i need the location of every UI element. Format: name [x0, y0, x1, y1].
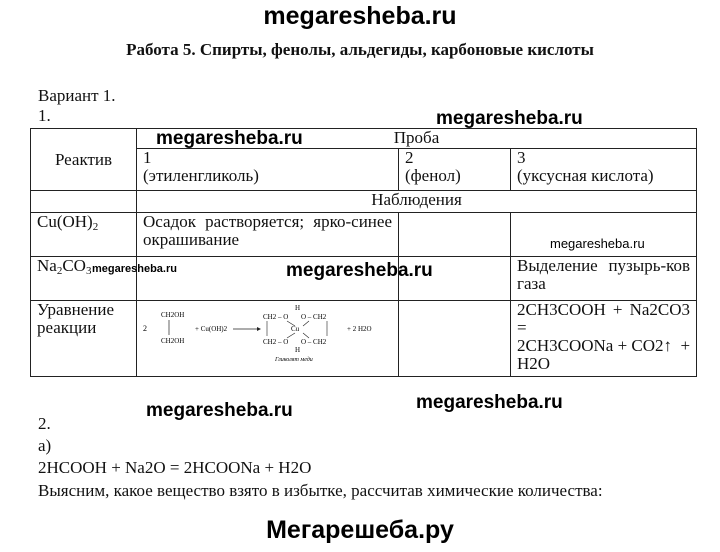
column-1-header — [137, 149, 399, 191]
reagent-cuoh2: $Cu(OH)_2$ — [31, 213, 137, 257]
column-1-number: 1 — [143, 148, 152, 167]
column-2-number: 2 — [405, 148, 414, 167]
variant-label: Вариант 1. — [38, 86, 116, 105]
reagent-na2co3: $Na_2CO_3$ — [31, 257, 137, 301]
equation-label: Уравнение реакции — [31, 301, 137, 377]
ethylene-glycol-equation — [137, 301, 399, 377]
cuoh2-observation-2 — [399, 213, 511, 257]
scheme-h-top: H — [295, 304, 301, 312]
page-title: Работа 5. Спирты, фенолы, альдегиды, карбоновые кислоты — [126, 40, 594, 59]
watermark-3: megaresheba.ru — [550, 236, 645, 251]
task2-number: 2. — [38, 414, 51, 433]
watermark-6: megaresheba.ru — [146, 400, 293, 421]
observations-table — [30, 128, 697, 377]
scheme-product-top-right: O – CH2 — [301, 313, 327, 321]
scheme-h-bottom: H — [295, 346, 301, 354]
watermark-5: megaresheba.ru — [286, 260, 433, 281]
watermark-1: megaresheba.ru — [156, 128, 303, 149]
watermark-2: megaresheba.ru — [436, 108, 583, 129]
scheme-caption: Гликолят меди — [275, 357, 313, 363]
acetic-acid-equation: 2CH3COOH + Na2CO3 = 2CH3COONa + CO2↑ + H2O — [511, 301, 697, 377]
column-1-name: (этиленгликоль) — [143, 166, 259, 185]
column-2-name: (фенол) — [405, 166, 461, 185]
scheme-product-bottom-right: O – CH2 — [301, 338, 327, 346]
scheme-product-top-left: CH2 – O — [263, 313, 289, 321]
watermark-7: megaresheba.ru — [416, 392, 563, 413]
column-2-header — [399, 149, 511, 191]
scheme-plus-water: + 2 H2O — [347, 325, 372, 333]
task2-equation: 2HCOOH + Na2O = 2HCOONa + H2O — [38, 458, 312, 477]
cuoh2-observation-1: Осадок растворяется; ярко-синее окрашивание — [137, 213, 399, 257]
scheme-coef: 2 — [143, 324, 147, 333]
site-footer: Мегарешеба.ру — [266, 516, 454, 544]
observations-header: Наблюдения — [137, 191, 697, 213]
scheme-product-bottom-left: CH2 – O — [263, 338, 289, 346]
sample-header: Проба — [137, 129, 697, 149]
na2co3-observation-3: Выделение пузырь-ков газа — [511, 257, 697, 301]
column-3-name: (уксусная кислота) — [517, 166, 654, 185]
reagent-header: Реактив — [31, 129, 137, 191]
scheme-ch2oh-top: CH2OH — [161, 311, 185, 319]
task2-text: Выясним, какое вещество взято в избытке, рассчитав химические количества: — [38, 481, 603, 500]
column-3-number: 3 — [517, 148, 526, 167]
site-header: megaresheba.ru — [263, 2, 457, 30]
phenol-equation — [399, 301, 511, 377]
task1-number: 1. — [38, 106, 51, 125]
scheme-ch2oh-bottom: CH2OH — [161, 337, 185, 345]
watermark-4: megaresheba.ru — [92, 263, 177, 275]
task2-sub-a: а) — [38, 436, 52, 455]
glycolate-scheme — [137, 301, 397, 371]
column-3-header — [511, 149, 697, 191]
scheme-plus-cu: + Cu(OH)2 — [195, 325, 228, 333]
scheme-cu: Cu — [291, 325, 300, 333]
observations-empty-cell — [31, 191, 137, 213]
